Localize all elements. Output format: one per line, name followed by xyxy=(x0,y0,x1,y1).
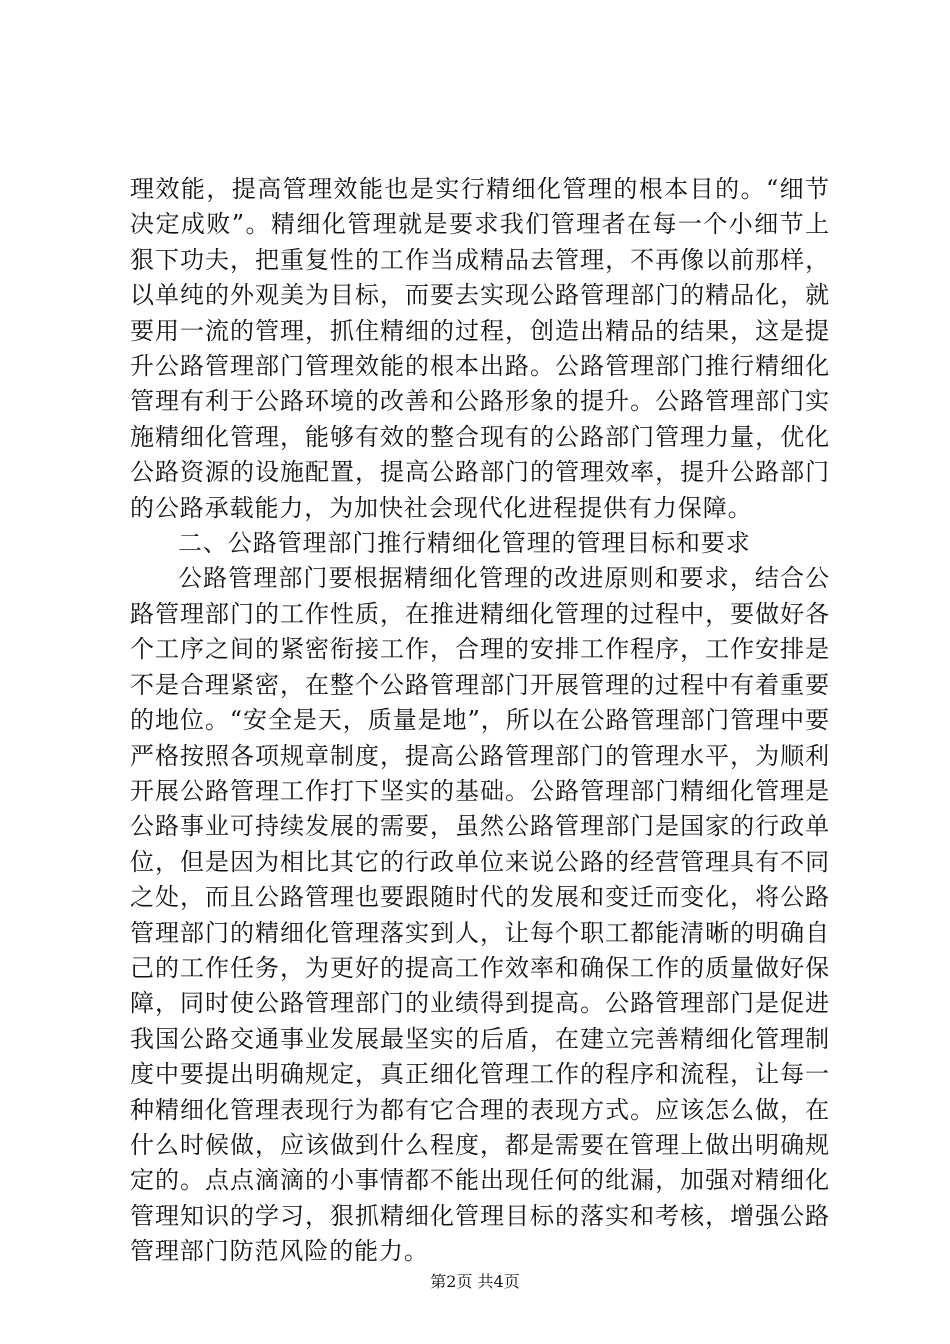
section-heading: 二、公路管理部门推行精细化管理的管理目标和要求 xyxy=(178,529,751,558)
paragraph-body: 公路管理部门要根据精细化管理的改进原则和要求，结合公路管理部门的工作性质，在推进精细化管理的过程中，要做好各个工序之间的紧密衔接工作，合理的安排工作程序，工作安排是不是合理紧密，在整个公路管理部门开展管理的过程中有着重要的地位。“安全是天，质量是地”，所以在公路管理部门管理中要严格按照各项规章制度，提高公路管理部门的管理水平，为顺利开展公路管理工作打下坚实的基础。公路管理部门精细化管理是公路事业可持续发展的需要，虽然公路管理部门是国家的行政单位，但是因为相比其它的行政单位来说公路的经营管理具有不同之处，而且公路管理也要跟随时代的发展和变迁而变化，将公路管理部门的精细化管理落实到人，让每个职工都能清晰的明确自己的工作任务，为更好的提高工作效率和确保工作的质量做好保障，同时使公路管理部门的业绩得到提高。公路管理部门是促进我国公路交通事业发展最坚实的后盾，在建立完善精细化管理制度中要提出明确规定，真正细化管理工作的程序和流程，让每一种精细化管理表现行为都有它合理的表现方式。应该怎么做，在什么时候做，应该做到什么程度，都是需要在管理上做出明确规定的。点点滴滴的小事情都不能出现任何的纰漏，加强对精细化管理知识的学习，狠抓精细化管理目标的落实和考核，增强公路管理部门防范风险的能力。 xyxy=(130,564,830,1266)
page-number: 第2页 共4页 xyxy=(430,1272,520,1291)
body-text xyxy=(130,172,830,1270)
page-footer xyxy=(0,1272,950,1292)
paragraph-continuation: 理效能，提高管理效能也是实行精细化管理的根本目的。“细节决定成败”。精细化管理就是要求我们管理者在每一个小细节上狠下功夫，把重复性的工作当成精品去管理，不再像以前那样，以单纯的外观美为目标，而要去实现公路管理部门的精品化，就要用一流的管理，抓住精细的过程，创造出精品的结果，这是提升公路管理部门管理效能的根本出路。公路管理部门推行精细化管理有利于公路环境的改善和公路形象的提升。公路管理部门实施精细化管理，能够有效的整合现有的公路部门管理力量，优化公路资源的设施配置，提高公路部门的管理效率，提升公路部门的公路承载能力，为加快社会现代化进程提供有力保障。 xyxy=(130,175,830,522)
